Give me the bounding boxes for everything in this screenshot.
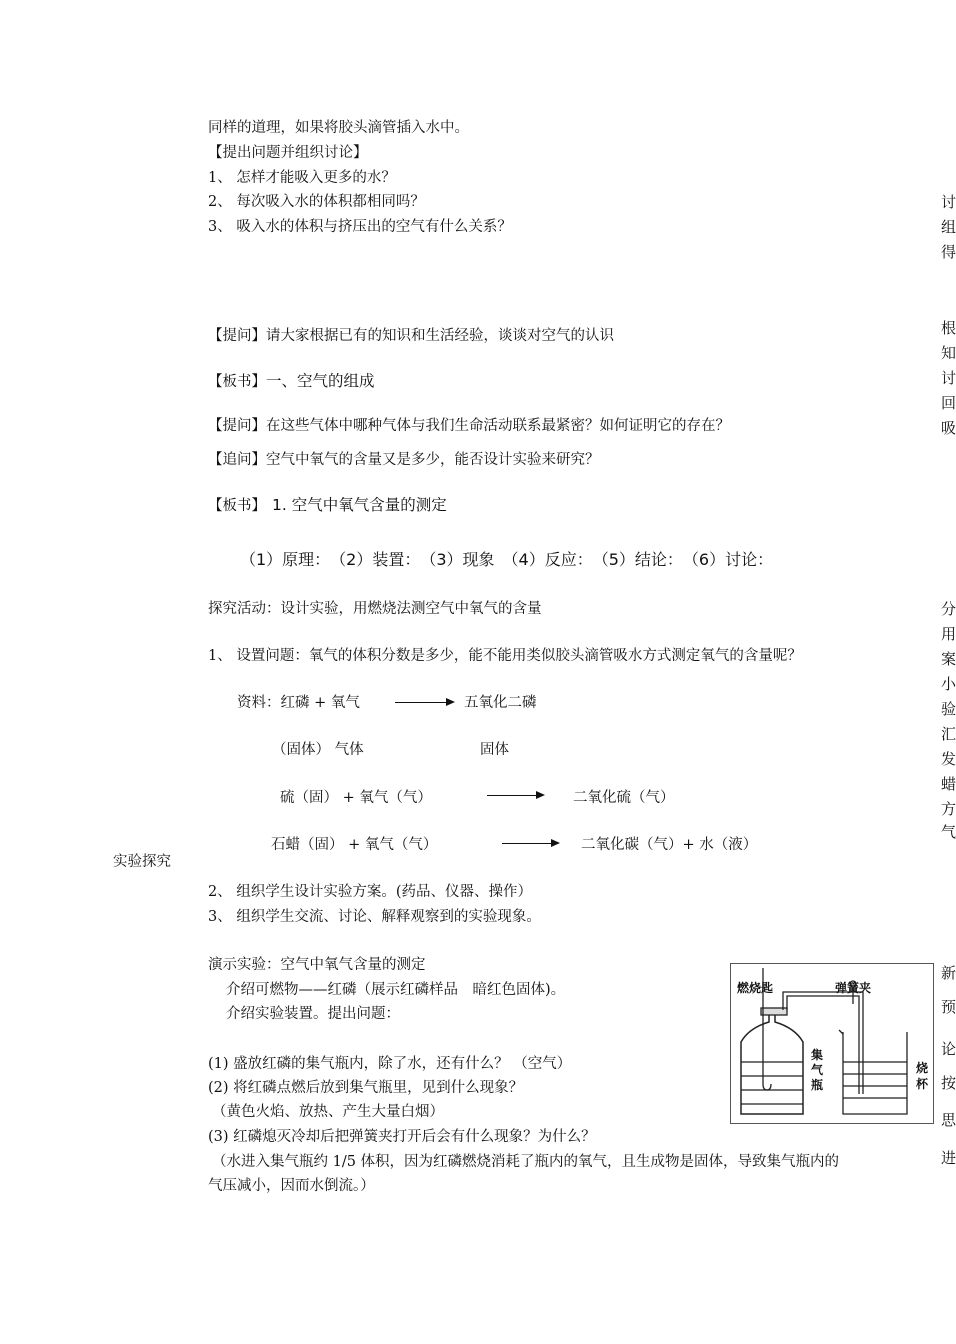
edge-char: 分 [941,600,956,618]
clamp-label: 弹簧夹 [835,981,872,995]
question-1: 1、 怎样才能吸入更多的水？ [208,170,396,186]
edge-char: 小 [941,675,956,693]
edge-char: 根 [941,319,956,337]
question-2: 2、 每次吸入水的体积都相同吗？ [208,194,425,210]
spoon-label: 燃烧匙 [737,981,774,995]
bottle-label-char: 瓶 [811,1078,824,1092]
edge-char: 回 [941,394,956,412]
demo-answer-3b: 气压减小，因而水倒流。） [208,1178,375,1194]
ask-oxygen: 【提问】在这些气体中哪种气体与我们生命活动联系最紧密？如何证明它的存在？ [208,418,730,434]
bottle-label-char: 气 [811,1063,824,1077]
reaction-arrow [502,843,558,844]
section-label: 实验探究 [113,854,171,870]
reaction-arrow [395,702,453,703]
edge-char: 按 [941,1074,956,1092]
ask-air: 【提问】请大家根据已有的知识和生活经验，谈谈对空气的认识 [208,328,614,344]
board-text: 一、空气的组成 [266,372,375,390]
edge-char: 用 [941,625,956,643]
explore-step-3: 3、 组织学生交流、讨论、解释观察到的实验现象。 [208,909,541,925]
reaction-2-product: 二氧化硫（气） [573,790,675,806]
question-3: 3、 吸入水的体积与挤压出的空气有什么关系？ [208,219,512,235]
board-text: 1. 空气中氧气含量的测定 [272,496,447,514]
edge-char: 知 [941,344,956,362]
board-prefix: 【板书】 [208,374,266,390]
step-list: （1）原理： （2）装置： （3）现象 （4）反应： （5）结论： （6）讨论： [240,550,774,569]
edge-char: 方 [941,800,956,818]
edge-char: 得 [941,243,956,261]
demo-answer-2: （黄色火焰、放热、产生大量白烟） [212,1104,444,1120]
board-heading-1 [208,371,375,392]
edge-char: 新 [941,964,956,982]
reaction-1-product: 五氧化二磷 [464,695,537,711]
reaction-3-products: 二氧化碳（气）+ 水（液） [581,837,758,853]
demo-question-1: (1) 盛放红磷的集气瓶内，除了水，还有什么？ （空气） [208,1056,572,1072]
demo-title: 演示实验：空气中氧气含量的测定 [208,957,426,973]
edge-char: 发 [941,750,956,768]
edge-char: 蜡 [941,775,956,793]
edge-char: 思 [941,1111,956,1129]
edge-char: 验 [941,700,956,718]
edge-char: 案 [941,650,956,668]
demo-question-2: (2) 将红磷点燃后放到集气瓶里，见到什么现象？ [208,1080,524,1096]
ask-followup: 【追问】空气中氧气的含量又是多少，能否设计实验来研究？ [208,452,600,468]
edge-char: 讨 [941,193,956,211]
reaction-3-reactants: 石蜡（固） + 氧气（气） [271,837,438,853]
beaker-label-char: 杯 [916,1077,929,1091]
board-prefix: 【板书】 [208,498,266,514]
beaker-label [916,1060,928,1092]
text-line: 同样的道理，如果将胶头滴管插入水中。 [208,120,469,136]
demo-intro-phosphorus: 介绍可燃物——红磷（展示红磷样品 暗红色固体)。 [226,982,566,998]
explore-activity: 探究活动：设计实验，用燃烧法测空气中氧气的含量 [208,601,542,617]
edge-char: 预 [941,998,956,1016]
edge-char: 讨 [941,369,956,387]
beaker-label-char: 烧 [916,1061,929,1075]
edge-char: 气 [941,823,956,841]
apparatus-figure [730,963,934,1124]
discussion-heading: 【提出问题并组织讨论】 [208,145,368,161]
edge-char: 组 [941,218,956,236]
reaction-1-product-state: 固体 [480,742,509,758]
explore-step-1: 1、 设置问题：氧气的体积分数是多少，能不能用类似胶头滴管吸水方式测定氧气的含量呢？ [208,648,802,664]
explore-step-2: 2、 组织学生设计实验方案。(药品、仪器、操作） [208,884,532,900]
demo-intro-apparatus: 介绍实验装置。提出问题： [226,1006,400,1022]
reaction-arrow [487,795,543,796]
edge-char: 汇 [941,725,956,743]
edge-char: 吸 [941,419,956,437]
edge-char: 论 [941,1040,956,1058]
reaction-1-reactants: 资料：红磷 + 氧气 [237,695,360,711]
reaction-2-reactants: 硫（固） + 氧气（气） [280,790,432,806]
demo-question-3: (3) 红磷熄灭冷却后把弹簧夹打开后会有什么现象？为什么？ [208,1129,596,1145]
demo-answer-3a: （水进入集气瓶约 1/5 体积，因为红磷燃烧消耗了瓶内的氧气，且生成物是固体，导致集气瓶内的 [212,1154,840,1170]
bottle-label-char: 集 [811,1048,824,1062]
bottle-label [811,1048,823,1093]
edge-char: 进 [941,1149,956,1167]
reaction-1-states: （固体） 气体 [272,742,364,758]
board-heading-2 [208,495,447,516]
